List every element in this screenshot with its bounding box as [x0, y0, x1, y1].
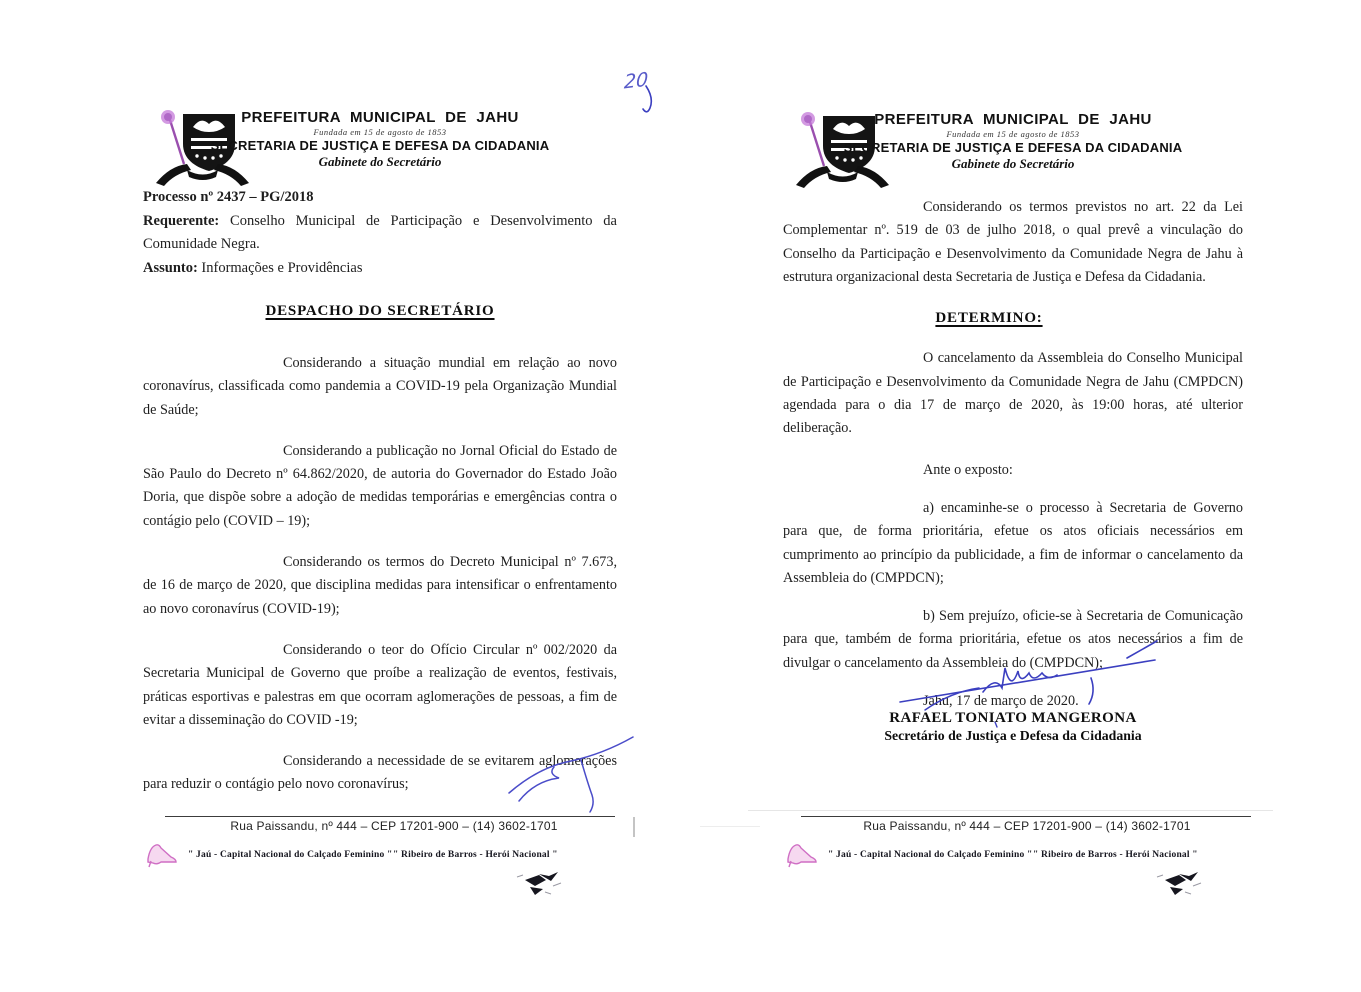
- paragraph: Considerando a situação mundial em relação ao novo coronavírus, classificada como pandemia a COVID-19 pela Organização Mundial de Saúde;: [143, 355, 617, 418]
- handwritten-flourish: [642, 84, 664, 114]
- dispatch-title: DESPACHO DO SECRETÁRIO: [265, 303, 495, 319]
- paragraph: Ante o exposto:: [923, 461, 1013, 478]
- process-meta: [143, 186, 617, 280]
- pen-scribble: [505, 733, 637, 821]
- paragraph: b) Sem prejuízo, oficie-se à Secretaria de Comunicação para que, também de forma prioritária, efetue os atos necessários a fim de divulgar o cancelamento da Assembleia do (CMPDCN);: [783, 608, 1243, 671]
- determino-heading: DETERMINO:: [935, 310, 1043, 327]
- founded-line: Fundada em 15 de agosto de 1853: [946, 129, 1080, 139]
- airplane-icon: [515, 866, 563, 898]
- office-subtitle: Gabinete do Secretário: [951, 156, 1075, 171]
- paragraph: Considerando a necessidade de se evitarem aglomerações para reduzir o contágio pelo novo coronavírus;: [143, 753, 617, 793]
- date-line: Jahu, 17 de março de 2020.: [923, 693, 1079, 710]
- paragraph: Considerando os termos do Decreto Municipal nº 7.673, de 16 de março de 2020, que disciplina medidas para intensificar o enfrentamento ao novo coronavírus (COVID-19);: [143, 554, 617, 617]
- assunto-label: Assunto:: [143, 259, 198, 276]
- slogan-shoe-capital: " Jaú - Capital Nacional do Calçado Feminino ": [828, 850, 1033, 860]
- slogan-shoe-capital: " Jaú - Capital Nacional do Calçado Feminino ": [188, 850, 393, 860]
- airplane-icon: [1155, 866, 1203, 898]
- org-title: PREFEITURA MUNICIPAL DE JAHU: [874, 111, 1152, 128]
- org-title: PREFEITURA MUNICIPAL DE JAHU: [241, 109, 519, 126]
- handwritten-page-number: 20: [623, 68, 649, 94]
- right-page: [783, 0, 1243, 992]
- paragraph: Considerando o teor do Ofício Circular nº 002/2020 da Secretaria Municipal de Governo que proíbe a realização de eventos, festivais, práticas esportivas e palestras em que ocorram aglomerações de pessoas, a fim de evitar a disseminação do COVID -19;: [143, 641, 617, 728]
- footer-rule: [801, 816, 1251, 817]
- left-page: [143, 0, 617, 992]
- assunto-line: [143, 257, 617, 281]
- scan-artifact: [633, 817, 635, 837]
- high-heel-shoe-icon: [785, 841, 817, 868]
- process-number: Processo nº 2437 – PG/2018: [143, 189, 314, 205]
- letterhead: [783, 111, 1243, 172]
- paragraph: O cancelamento da Assembleia do Conselho Municipal de Participação e Desenvolvimento da Comunidade Negra de Jahu (CMPDCN) agendada para o dia 17 de março de 2020, às 19:00 horas, até ulterior deliberação.: [783, 350, 1243, 437]
- footer-address: Rua Paissandu, nº 444 – CEP 17201-900 – (14) 3602-1701: [230, 819, 558, 833]
- assunto-value: Informações e Providências: [197, 259, 363, 276]
- secretariat-title: SECRETARIA DE JUSTIÇA E DEFESA DA CIDADANIA: [210, 138, 550, 153]
- footer-rule: [165, 816, 615, 817]
- footer-address: Rua Paissandu, nº 444 – CEP 17201-900 – (14) 3602-1701: [863, 819, 1191, 833]
- scan-artifact: [700, 826, 760, 827]
- requerente-line: [143, 210, 617, 257]
- requerente-label: Requerente:: [143, 212, 220, 229]
- slogan-national-hero: " Ribeiro de Barros - Herói Nacional ": [393, 850, 558, 860]
- letterhead: [143, 109, 617, 170]
- paragraph: Considerando os termos previstos no art. 22 da Lei Complementar nº. 519 de 03 de julho 2018, o qual prevê a vinculação do Conselho da Participação e Desenvolvimento da Comunidade Negra de Jahu à estrutura organizacional desta Secretaria de Justiça e Defesa da Cidadania.: [783, 199, 1243, 285]
- requerente-value: Conselho Municipal de Participação e Desenvolvimento da Comunidade Negra.: [143, 212, 617, 252]
- scan-artifact: [748, 810, 1273, 811]
- paragraph: a) encaminhe-se o processo à Secretaria de Governo para que, de forma prioritária, efetue os atos oficiais necessários em cumprimento ao princípio da publicidade, a fim de informar o cancelamento da Assembleia do (CMPDCN);: [783, 499, 1243, 586]
- founded-line: Fundada em 15 de agosto de 1853: [313, 127, 447, 137]
- signature-block: [783, 710, 1243, 744]
- high-heel-shoe-icon: [145, 841, 177, 868]
- paragraph: Considerando a publicação no Jornal Oficial do Estado de São Paulo do Decreto nº 64.862/2020, de autoria do Governador do Estado João Doria, que dispõe sobre a adoção de medidas temporárias e emergências contra o contágio pelo (COVID – 19);: [143, 442, 617, 529]
- slogan-national-hero: " Ribeiro de Barros - Herói Nacional ": [1033, 850, 1198, 860]
- signer-name: RAFAEL TONIATO MANGERONA: [889, 710, 1137, 726]
- signer-role: Secretário de Justiça e Defesa da Cidadania: [884, 728, 1142, 743]
- office-subtitle: Gabinete do Secretário: [318, 154, 442, 169]
- secretariat-title: SECRETARIA DE JUSTIÇA E DEFESA DA CIDADANIA: [843, 140, 1183, 155]
